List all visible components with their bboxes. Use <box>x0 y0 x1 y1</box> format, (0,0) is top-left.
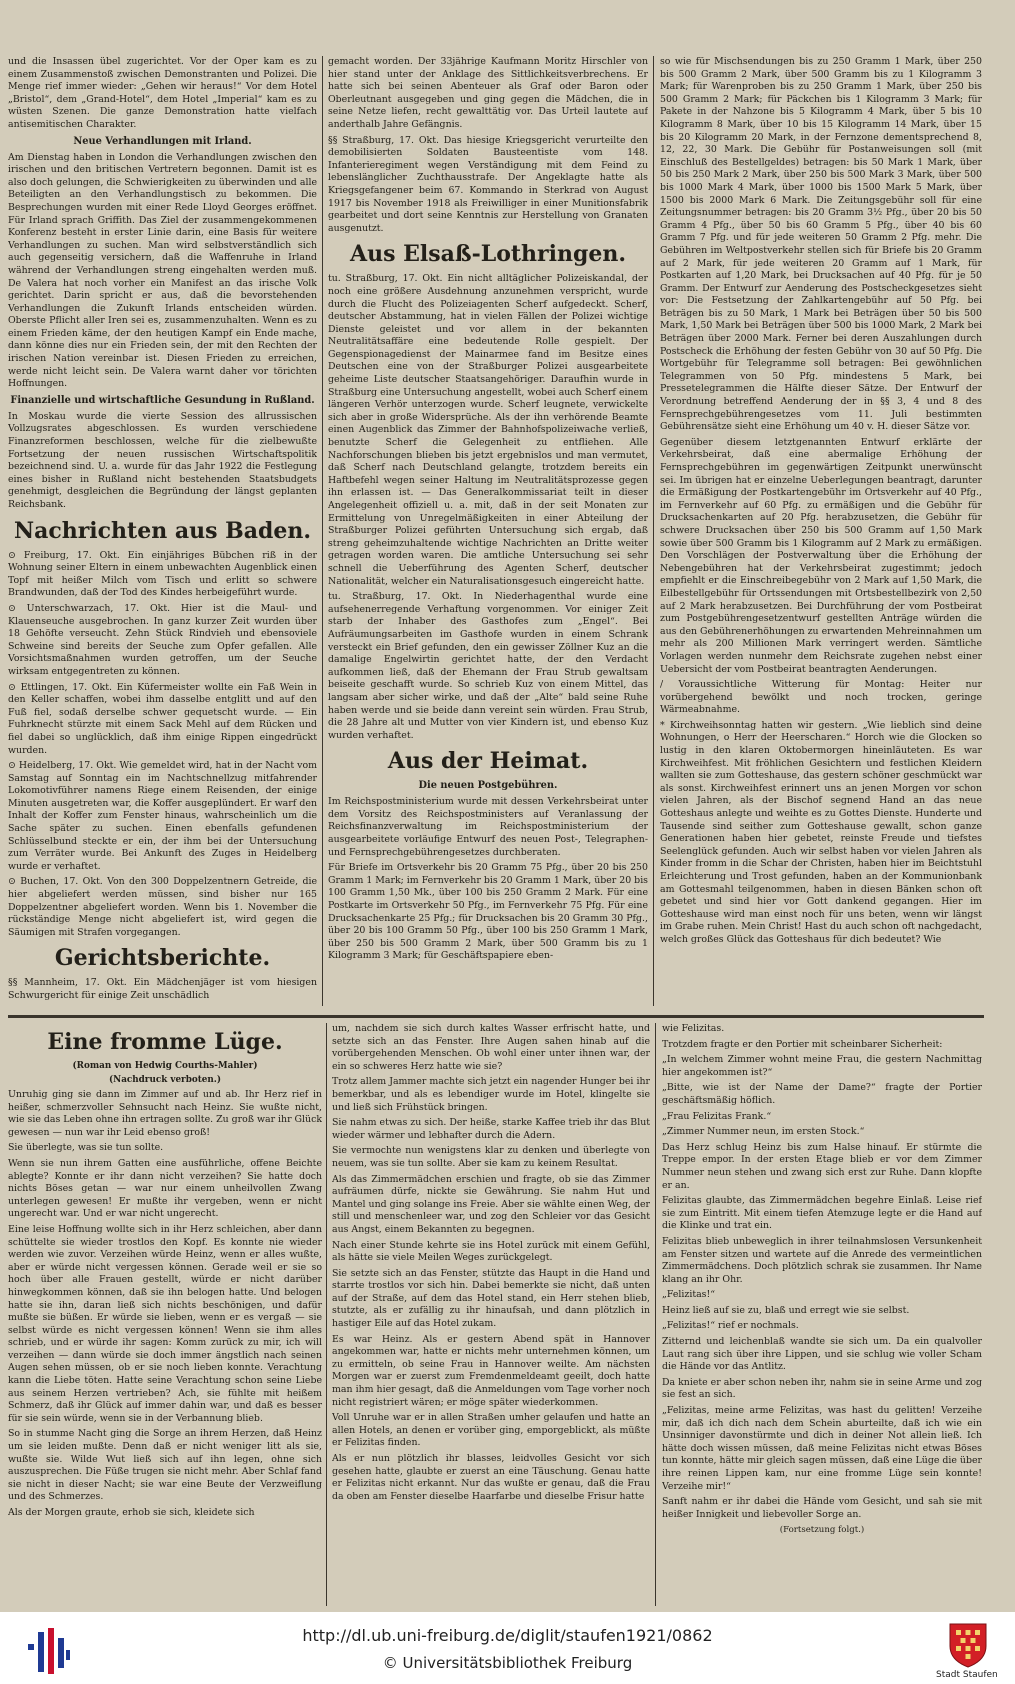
article-paragraph: „Felizitas!“ <box>662 1289 716 1301</box>
section-heading: Nachrichten aus Baden. <box>13 517 312 544</box>
article-paragraph: Nach einer Stunde kehrte sie ins Hotel zurück mit einem Gefühl, als hätte sie viele Meilen Weges zurückgelegt. <box>332 1239 650 1264</box>
article-paragraph: Das Herz schlug Heinz bis zum Halse hinauf. Er stürmte die Treppe empor. In der ersten Etage blieb er vor dem Zimmer Nummer neun stehen und zwang sich erst zur Ruhe. Dann klopfte er an. <box>662 1141 982 1191</box>
article-paragraph: Sie setzte sich an das Fenster, stützte das Haupt in die Hand und starrte trostlos vor sich hin. Dabei bemerkte sie nicht, daß unten auf der Straße, auf dem das Hotel stand, ein Herr stehen blieb, stutzte, als er zufällig zu ihr hinaufsah, und dann plötzlich in hastiger Eile auf das Hotel zukam. <box>332 1267 650 1330</box>
column-divider <box>322 56 323 1006</box>
article-paragraph: tu. Straßburg, 17. Okt. Ein nicht alltäglicher Polizeiskandal, der noch eine größere Ausdehnung anzunehmen verspricht, wurde durch die Flucht des Polizeiagenten Scherf aufgedeckt. Scherf, deutscher Abstammung, hat in vielen Fällen der Polizei wichtige Dienste geleistet und vor allem in der bekannten Neutralitätsaffäre eine bedeutende Rolle gespielt. Der Gegenspionagedienst der Mainarmee fand im Besitze eines Deutschen eine von der Straßburger Polizei ausgearbeitete geheime Liste deutscher Staatsangehöriger. Daraufhin wurde in Straßburg eine Untersuchung angestellt, wobei auch Scherf einem längeren Verhör unterzogen wurde. Scherf leugnete, verwickelte sich aber in große Widersprüche. Als der ihn verhörende Beamte einen Augenblick das Zimmer der Bahnhofspolizeiwache verließ, benutzte Scherf die Gelegenheit zu entfliehen. Alle Nachforschungen blieben bis jetzt ergebnislos und man vermutet, daß Scherf nach Deutschland gelangte, trotzdem bereits ein Haftbefehl wegen seiner Haltung im Neutralitätsprozesse gegen ihn erlassen ist. — Das Generalkommissariat teilt in dieser Angelegenheit offiziell u. a. mit, daß in der seit Monaten zur Ermittelung von Unregelmäßigkeiten in einer Abteilung der Straßburger Polizei geführten Untersuchung sich ergab, daß streng geheimzuhaltende wichtige Nachrichten an Dritte weiter getragen worden waren. Die amtliche Untersuchung sei sehr schnell die Ueberführung des Agenten Scherf, deutscher Nationalität, welcher ein Naturalisationsgesuch eingereicht hatte. <box>328 273 648 587</box>
column-5 <box>332 1023 650 1608</box>
article-subheading: Neue Verhandlungen mit Irland. <box>73 135 252 147</box>
column-divider <box>326 1023 327 1606</box>
section-heading: Eine fromme Lüge. <box>47 1029 283 1055</box>
article-paragraph: und die Insassen übel zugerichtet. Vor der Oper kam es zu einem Zusammenstoß zwischen Demonstranten und Polizei. Die Menge rief immer wieder: „Gehen wir heraus!“ Vor dem Hotel „Bristol“, dem „Grand-Hotel“, dem Hotel „Imperial“ kam es zu wüsten Szenen. Die ganze Demonstration hatte vielfach antisemitischen Charakter. <box>8 56 317 130</box>
article-paragraph: so wie für Mischsendungen bis zu 250 Gramm 1 Mark, über 250 bis 500 Gramm 2 Mark, über 500 Gramm bis zu 1 Kilogramm 3 Mark; für Warenproben bis zu 250 Gramm 1 Mark, über 250 bis 500 Gramm 2 Mark; für Päckchen bis 1 Kilogramm 3 Mark; für Pakete in der Nahzone bis 5 Kilogramm 4 Mark, über 5 bis 10 Kilogramm 8 Mark, über 10 bis 15 Kilogramm 14 Mark, über 15 bis 20 Kilogramm 20 Mark, in der Fernzone dementsprechend 8, 12, 22, 30 Mark. Die Gebühr für Postanweisungen soll (mit Einschluß des Bestellgeldes) betragen: bis 50 Mark 1 Mark, über 50 bis 250 Mark 2 Mark, über 250 bis 500 Mark 3 Mark, über 500 bis 1000 Mark 4 Mark, über 1000 bis 1500 Mark 5 Mark, über 1500 bis 2000 Mark 6 Mark. Die Zeitungsgebühr soll für eine Zeitungsnummer betragen: bis 20 Gramm 3½ Pfg., über 20 bis 50 Gramm 4 Pfg., über 50 bis 60 Gramm 5 Pfg., über 40 bis 60 Gramm 7 Pfg. und für jede weiteren 50 Gramm 2 Pfg. mehr. Die Gebühren im Weltpostverkehr stellen sich für Briefe bis 20 Gramm auf 2 Mark, für jede weiteren 20 Gramm auf 1 Mark, für Postkarten auf 1,20 Mark, bei Drucksachen auf 40 Pfg. für je 50 Gramm. Der Entwurf zur Aenderung des Postscheckgesetzes sieht vor: Die Festsetzung der Zahlkartengebühr auf 50 Pfg. bei Beträgen bis zu 50 Mark, 1 Mark bei Beträgen über 50 bis 500 Mark, 1,50 Mark bei Beträgen über 500 bis 1000 Mark, 2 Mark bei Beträgen über 2000 Mark. Ferner bei deren Auszahlungen durch Postscheck die Erhöhung der festen Gebühr von 30 auf 50 Pfg. Die Wortgebühr für Telegramme soll betragen: Bei gewöhnlichen Telegrammen von 50 Pfg. mindestens 5 Mark, bei Pressetelegrammen die Hälfte dieser Sätze. Der Entwurf der Verordnung betreffend Aenderung der in §§ 3, 4 und 8 des Fernsprechgebührengesetzes vom 11. Juli bestimmten Gebührensätze sieht eine Erhöhung um 40 v. H. dieser Sätze vor. <box>660 56 982 433</box>
article-byline: (Nachdruck verboten.) <box>109 1075 221 1085</box>
article-paragraph: Im Reichspostministerium wurde mit dessen Verkehrsbeirat unter dem Vorsitz des Reichspostministers auf Veranlassung der Reichsfinanzverwaltung im Reichspostministerium der ausgearbeitete vorläufige Entwurf des neuen Post-, Telegraphen- und Fernsprechgebührengesetzes durchberaten. <box>328 796 648 858</box>
article-paragraph: So in stumme Nacht ging die Sorge an ihrem Herzen, daß Heinz um sie leiden mußte. Denn daß er nicht weniger litt als sie, wußte sie. Wilde Wut ließ sich auf ihn legen, ohne sich auszusprechen. Die Füße trugen sie nicht mehr. Aber Schlaf fand sie nicht in dieser Nacht; sie war eine Beute der Verzweiflung und des Schmerzes. <box>8 1428 322 1503</box>
article-paragraph: Es war Heinz. Als er gestern Abend spät in Hannover angekommen war, hatte er nichts mehr unternehmen können, um zu ermitteln, ob seine Frau in Hannover weilte. Am nächsten Morgen war er zuerst zum Fremdenmeldeamt geeilt, doch hatte man ihm hier gesagt, daß die Anmeldungen vom Tage vorher noch nicht registriert wären; er möge später wiederkommen. <box>332 1333 650 1408</box>
article-paragraph: / Voraussichtliche Witterung für Montag: Heiter nur vorübergehend bewölkt und noch trocken, geringe Wärmeabnahme. <box>660 679 982 716</box>
article-subheading: Die neuen Postgebühren. <box>418 780 558 792</box>
article-paragraph: Als das Zimmermädchen erschien und fragte, ob sie das Zimmer aufräumen dürfe, nickte sie Gewährung. Sie nahm Hut und Mantel und ging solange ins Freie. Aber sie wählte einen Weg, der still und menschenleer war, und zog den Schleier vor das Gesicht aus Angst, einem Bekannten zu begegnen. <box>332 1173 650 1235</box>
column-3 <box>660 56 982 1010</box>
feuilleton-divider <box>8 1015 984 1018</box>
article-paragraph: ⊙ Heidelberg, 17. Okt. Wie gemeldet wird, hat in der Nacht vom Samstag auf Sonntag ein im Nachtschnellzug mitfahrender Lokomotivführer namens Riege einem Reisenden, der einige Minuten ausgetreten war, die Koffer ausgeplündert. Er warf den Inhalt der Koffer zum Fenster hinaus, wahrscheinlich um die Sache später zu suchen. Einen ebenfalls gefundenen Schlüsselbund steckte er ein, der ihm bei der Untersuchung zum Verräter wurde. Bei Ankunft des Zuges in Heidelberg wurde er verhaftet. <box>8 760 317 872</box>
column-2 <box>328 56 648 1010</box>
article-paragraph: ⊙ Freiburg, 17. Okt. Ein einjähriges Bübchen riß in der Wohnung seiner Eltern in einem unbewachten Augenblick einen Topf mit heißer Milch vom Tisch und erlitt so schwere Brandwunden, daß der Tod des Kindes herbeigeführt wurde. <box>8 549 317 599</box>
column-1 <box>8 56 317 1010</box>
article-paragraph: „Felizitas!“ rief er nochmals. <box>662 1320 799 1332</box>
column-divider <box>653 56 654 1006</box>
article-paragraph: um, nachdem sie sich durch kaltes Wasser erfrischt hatte, und setzte sich an das Fenster. Ihre Augen sahen hinab auf die vorübergehenden Menschen. Ob wohl einer unter ihnen war, der ein so schweres Herz hatte wie sie? <box>332 1023 650 1072</box>
staufen-crest-icon <box>936 1620 996 1680</box>
article-paragraph: Da kniete er aber schon neben ihr, nahm sie in seine Arme und zog sie fest an sich. <box>662 1376 982 1401</box>
article-paragraph: Als er nun plötzlich ihr blasses, leidvolles Gesicht vor sich gesehen hatte, glaubte er zuerst an eine Täuschung. Genau hatte er Felizitas nicht erkannt. Nur das wußte er genau, daß die Frau da oben am Fenster dieselbe Haarfarbe und dieselbe Frisur hatte <box>332 1453 650 1502</box>
article-paragraph: „Felizitas, meine arme Felizitas, was hast du gelitten! Verzeihe mir, daß ich dich nach dem Schein aburteilte, daß ich wie ein Unsinniger davonstürmte und dich in deiner Not allein ließ. Ich hätte doch wissen müssen, daß meine Felizitas nicht etwas Böses tun konnte, hätte mir gleich sagen müssen, daß eine Lüge die über ihre reinen Lippen kam, nur eine fromme Lüge sein konnte! Verzeihe mir!“ <box>662 1405 982 1492</box>
article-paragraph: Am Dienstag haben in London die Verhandlungen zwischen den irischen und den britischen Vertretern begonnen. Damit ist es also doch gelungen, die Schwierigkeiten zu überwinden und alle Beteiligten an den Verhandlungstisch zu bekommen. Die Besprechungen wurden mit einer Rede Lloyd Georges eröffnet. Für Irland sprach Griffith. Das Ziel der zusammengekommenen Konferenz besteht in erster Linie darin, eine Basis für weitere Verhandlungen zu suchen. Man wird selbstverständlich sich auch gegenseitig versichern, daß die Waffenruhe in Irland während der Verhandlungen streng eingehalten werden muß. De Valera hat noch vorher ein Manifest an das irische Volk gerichtet. Darin spricht er aus, daß die bevorstehenden Verhandlungen die Zukunft Irlands entscheiden würden. Oberste Pflicht aller Iren sei es, zusammenzuhalten. Wenn es zu einem Frieden käme, der den heutigen Kampf ein Ende mache, dann könne dies nur ein Frieden sein, der mit den Rechten der irischen Nation vereinbar ist. Diesen Frieden zu erreichen, werde nicht leicht sein. De Valera warnt daher vor törichten Hoffnungen. <box>8 151 317 390</box>
viewer-footer <box>0 1612 1015 1684</box>
article-paragraph: Als der Morgen graute, erhob sie sich, kleidete sich <box>8 1507 255 1518</box>
article-paragraph: gemacht worden. Der 33jährige Kaufmann Moritz Hirschler von hier stand unter der Anklage des Sittlichkeitsverbrechens. Er hatte sich bei seinen Abenteuer als Graf oder Baron oder Oberleutnant ausgegeben und ging gegen die Mädchen, die in seine Netze liefen, recht gewalttätig vor. Das Urteil lautete auf anderthalb Jahre Gefängnis. <box>328 56 648 130</box>
article-paragraph: Trotz allem Jammer machte sich jetzt ein nagender Hunger bei ihr bemerkbar, und als es lebendiger wurde im Hotel, klingelte sie und ließ sich Frühstück bringen. <box>332 1076 650 1113</box>
article-paragraph: Eine leise Hoffnung wollte sich in ihr Herz schleichen, aber dann schüttelte sie wieder trostlos den Kopf. Es konnte nie wieder werden wie zuvor. Verzeihen würde Heinz, wenn er alles wußte, aber er würde nicht vergessen können. Gerade weil er sie so hoch über alle Frauen gestellt, würde er nicht darüber hinwegkommen können, daß sie ihn belogen hatte. Und belogen hatte sie ihn, daran ließ sich nichts beschönigen, und dafür mußte sie büßen. Er würde sie lieben, wenn er es vergaß — sie selbst würde es nicht vergessen können! Wenn sie ihm alles schrieb, und er würde ihr sagen: Komm zurück zu mir, ich will verzeihen — dann würde sie doch immer ängstlich nach seinen Augen sehen müssen, ob er sie noch lieben konnte. Verachtung kann die Liebe töten. Hatte seine Verachtung schon seine Liebe aus seinem Herzen vertrieben? Ach, sie fühlte mit heißem Schmerz, daß ihr Glück auf immer dahin war, und daß es besser für sie sein würde, wenn sie in der Verbannung blieb. <box>8 1223 322 1424</box>
article-paragraph: „Bitte, wie ist der Name der Dame?“ fragte der Portier geschäftsmäßig höflich. <box>662 1082 982 1106</box>
article-paragraph: §§ Mannheim, 17. Okt. Ein Mädchenjäger ist vom hiesigen Schwurgericht für einige Zeit unschädlich <box>8 977 317 1001</box>
article-paragraph: „Frau Felizitas Frank.“ <box>662 1110 772 1122</box>
article-paragraph: tu. Straßburg, 17. Okt. In Niederhagenthal wurde eine aufsehenerregende Verhaftung vorgenommen. Vor einiger Zeit starb der Inhaber des Gasthofes zum „Engel“. Bei Aufräumungsarbeiten im Gasthofe wurden in einem Schrank versteckt ein Brief gefunden, den ein gewisser Zöllner Kuz an die damalige Engelwirtin gerichtet hatte, der den Verdacht aufkommen ließ, daß der Ehemann der Frau Strub gewaltsam beiseite geschafft wurde. So schrieb Kuz von einem Mittel, das langsam aber sicher wirke, und daß der „Alte“ bald seine Ruhe haben werde und sie beide dann vereint sein würden. Frau Strub, die 28 Jahre alt und Mutter von vier Kindern ist, und ebenso Kuz wurden verhaftet. <box>328 591 648 741</box>
article-paragraph: „Zimmer Nummer neun, im ersten Stock.“ <box>662 1126 865 1138</box>
copyright-notice: © Universitätsbibliothek Freiburg <box>382 1654 633 1672</box>
column-divider <box>655 1023 656 1606</box>
continuation-note: (Fortsetzung folgt.) <box>779 1525 865 1536</box>
article-byline: (Roman von Hedwig Courths-Mahler) <box>72 1061 258 1071</box>
article-paragraph: Trotzdem fragte er den Portier mit scheinbarer Sicherheit: <box>662 1038 943 1050</box>
article-paragraph: „In welchem Zimmer wohnt meine Frau, die gestern Nachmittag hier angekommen ist?“ <box>662 1054 982 1078</box>
article-paragraph: ⊙ Unterschwarzach, 17. Okt. Hier ist die Maul- und Klauenseuche ausgebrochen. In ganz kurzer Zeit wurden über 18 Gehöfte verseucht. Zehn Stück Rindvieh und ebensoviele Schweine sind bereits der Seuche zum Opfer gefallen. Alle Vorsichtsmaßnahmen wurden getroffen, um der Seuche wirksam entgegentreten zu können. <box>8 602 317 677</box>
article-paragraph: §§ Straßburg, 17. Okt. Das hiesige Kriegsgericht verurteilte den demobilisierten Soldaten Bausteentiste vom 148. Infanterieregiment wegen Verständigung mit dem Feind zu lebenslänglicher Zuchthausstrafe. Der Angeklagte hatte als Kriegsgefangener beim 67. Kommando in Sterkrad von August 1917 bis November 1918 als Freiwilliger in einer Munitionsfabrik gearbeitet und dort seine Kenntnis zur Herstellung von Granaten ausgenutzt. <box>328 134 648 234</box>
article-paragraph: Felizitas glaubte, das Zimmermädchen begehre Einlaß. Leise rief sie zum Eintritt. Mit einem tiefen Atemzuge legte er die Hand auf die Klinke und trat ein. <box>662 1195 982 1232</box>
article-paragraph: Für Briefe im Ortsverkehr bis 20 Gramm 75 Pfg., über 20 bis 250 Gramm 1 Mark; im Fernverkehr bis 20 Gramm 1 Mark, über 20 bis 100 Gramm 1,50 Mk., über 100 bis 250 Gramm 2 Mark. Für eine Postkarte im Ortsverkehr 50 Pfg., im Fernverkehr 75 Pfg. Für eine Drucksachenkarte 25 Pfg.; für Drucksachen bis 20 Gramm 30 Pfg., über 20 bis 100 Gramm 50 Pfg., über 100 bis 250 Gramm 1 Mark, über 250 bis 500 Gramm 2 Mark, über 500 Gramm bis zu 1 Kilogramm 3 Mark; für Geschäftspapiere eben- <box>328 862 648 962</box>
article-paragraph: Heinz ließ auf sie zu, blaß und erregt wie sie selbst. <box>662 1304 910 1316</box>
article-paragraph: Voll Unruhe war er in allen Straßen umher gelaufen und hatte an allen Hotels, an denen er vorüber ging, emporgeblickt, als müßte er Felizitas finden. <box>332 1412 650 1449</box>
section-heading: Aus Elsaß-Lothringen. <box>350 241 626 268</box>
article-paragraph: Gegenüber diesem letztgenannten Entwurf erklärte der Verkehrsbeirat, daß eine abermalige Erhöhung der Fernsprechgebühren im gegenwärtigen Zeitpunkt unerwünscht sei. Im übrigen hat er einzelne Ueberlegungen beantragt, darunter die Ermäßigung der Postkartengebühr im Ortsverkehr auf 40 Pfg., im Fernverkehr auf 60 Pfg. zu ermäßigen und die Gebühr für Drucksachenkarten auf 20 Pfg. herabzusetzen, die Gebühr für schwere Drucksachen über 250 bis 500 Gramm auf 1,50 Mark sowie über 500 Gramm bis 1 Kilogramm auf 2 Mark zu ermäßigen. Den Vorschlägen der Postverwaltung über die Erhöhung der Nebengebühren hat der Verkehrsbeirat zugestimmt; jedoch empfiehlt er die Einschreibegebühr von 2 Mark auf 1,50 Mark, die Eilbestellgebühr für Ortssendungen mit Ortsbestellbezirk von 2,50 auf 2 Mark herabzusetzen. Bei Durchführung der vom Postbeirat zum Postgebührengesetzentwurf gestellten Anträge würden die aus den Gebührenerhöhungen zu erwartenden Mehreinnahmen um mehr als 200 Millionen Mark verringert werden. Sämtliche Vorlagen werden nunmehr dem Reichsrate zugehen nebst einer Uebersicht der vom Postbeirat beantragten Aenderungen. <box>660 436 982 675</box>
source-url[interactable]: http://dl.ub.uni-freiburg.de/diglit/staufen1921/0862 <box>302 1626 713 1645</box>
article-subheading: Finanzielle und wirtschaftliche Gesundung in Rußland. <box>10 394 315 406</box>
article-paragraph: Sanft nahm er ihr dabei die Hände vom Gesicht, und sah sie mit heißer Innigkeit und liebevoller Sorge an. <box>662 1496 982 1520</box>
section-heading: Gerichtsberichte. <box>54 945 271 972</box>
article-paragraph: Unruhig ging sie dann im Zimmer auf und ab. Ihr Herz rief in heißer, schmerzvoller Sehnsucht nach Heinz. Sie wußte nicht, wie sie das Leben ohne ihn ertragen sollte. Zu groß war ihr Glück gewesen — nun war ihr Leid ebenso groß! <box>8 1089 322 1138</box>
section-heading: Aus der Heimat. <box>387 748 589 775</box>
column-6 <box>662 1023 982 1608</box>
article-paragraph: * Kirchweihsonntag hatten wir gestern. „Wie lieblich sind deine Wohnungen, o Herr der Heerscharen.“ Horch wie die Glocken so lustig in den klaren Oktobermorgen hineinläuteten. Es war Kirchweihfest. Mit fröhlichen Gesichtern und festlichen Kleidern wallten sie zum Gotteshause, das gestern schöner geschmückt war als sonst. Kirchweihfest erinnert uns an jenen Morgen vor schon vielen Jahren, als der Bischof segnend Hand an das neue Gotteshaus anlegte und weihte es zu Gottes Dienste. Hunderte und Tausende sind seither zum Gotteshause gewallt, schon ganze Generationen haben hier gebetet, reinste Freude und tiefstes Seelenglück gefunden. Auch wir selbst haben vor vielen Jahren als Kinder fromm in die Schar der Christen, haben hier im Beichtstuhl Erleichterung und Trost gefunden, haben an der Kommunionbank am Gottesmahl teilgenommen, haben in diesen Bänken schon oft gebetet und sind hier vor Gott dankend gegangen. Hier im Gotteshause wird man einst noch für uns beten, wenn wir längst im Grabe ruhen. Mein Christ! Hast du auch schon oft nachgedacht, welch großes Glück das Gotteshaus für dich bedeutet? Wie <box>660 719 982 945</box>
article-paragraph: In Moskau wurde die vierte Session des allrussischen Vollzugsrates abgeschlossen. Es wurden verschiedene Finanzreformen beschlossen, welche für die zielbewußte Fortsetzung der neuen russischen Wirtschaftspolitik bezeichnend sind. U. a. wurde für das Jahr 1922 die Festlegung eines bisher in Rußland nicht bestehenden Staatsbudgets genehmigt, desgleichen die Begründung der längst geplanten Reichsbank. <box>8 410 317 510</box>
article-paragraph: Zitternd und leichenblaß wandte sie sich um. Da ein qualvoller Laut rang sich über ihre Lippen, und sie schlug wie voller Scham die Hände vor das Antlitz. <box>662 1336 982 1373</box>
article-paragraph: wie Felizitas. <box>662 1023 725 1034</box>
article-paragraph: Sie vermochte nun wenigstens klar zu denken und überlegte von neuem, was sie tun sollte. Aber sie kam zu keinem Resultat. <box>332 1145 650 1169</box>
article-paragraph: Sie nahm etwas zu sich. Der heiße, starke Kaffee trieb ihr das Blut wieder wärmer und lebhafter durch die Adern. <box>332 1117 650 1141</box>
article-paragraph: Felizitas blieb unbeweglich in ihrer teilnahmslosen Versunkenheit am Fenster sitzen und wartete auf die Anrede des vermeintlichen Zimmermädchens. Doch plötzlich schrak sie zusammen. Ihr Name klang an ihr Ohr. <box>662 1235 982 1285</box>
town-label: Stadt Staufen <box>936 1670 998 1680</box>
column-4 <box>8 1023 322 1608</box>
article-paragraph: ⊙ Ettlingen, 17. Okt. Ein Küfermeister wollte ein Faß Wein in den Keller schaffen, wobei ihm dasselbe entglitt und auf den Fuß fiel, sodaß derselbe schwer gequetscht wurde. — Ein Fuhrknecht stürzte mit einem Sack Mehl auf dem Rücken und fiel dabei so unglücklich, daß ihm einige Rippen eingedrückt wurden. <box>8 681 317 756</box>
article-paragraph: Sie überlegte, was sie tun sollte. <box>8 1142 164 1154</box>
article-paragraph: Wenn sie nun ihrem Gatten eine ausführliche, offene Beichte ablegte? Konnte er ihr dann nicht verzeihen? Sie hatte doch nichts Böses getan — war nur einem unheilvollen Zwang unterlegen gewesen! Er mußte ihr vergeben, wenn er nicht ungerecht war. Und er war nicht ungerecht. <box>8 1157 322 1220</box>
article-paragraph: ⊙ Buchen, 17. Okt. Von den 300 Doppelzentnern Getreide, die hier abgeliefert werden müssen, sind bisher nur 165 Doppelzentner abgeliefert worden. Wenn bis 1. November die rückständige Menge nicht abgeliefert ist, wird gegen die Säumigen mit Strafen vorgegangen. <box>8 876 317 938</box>
